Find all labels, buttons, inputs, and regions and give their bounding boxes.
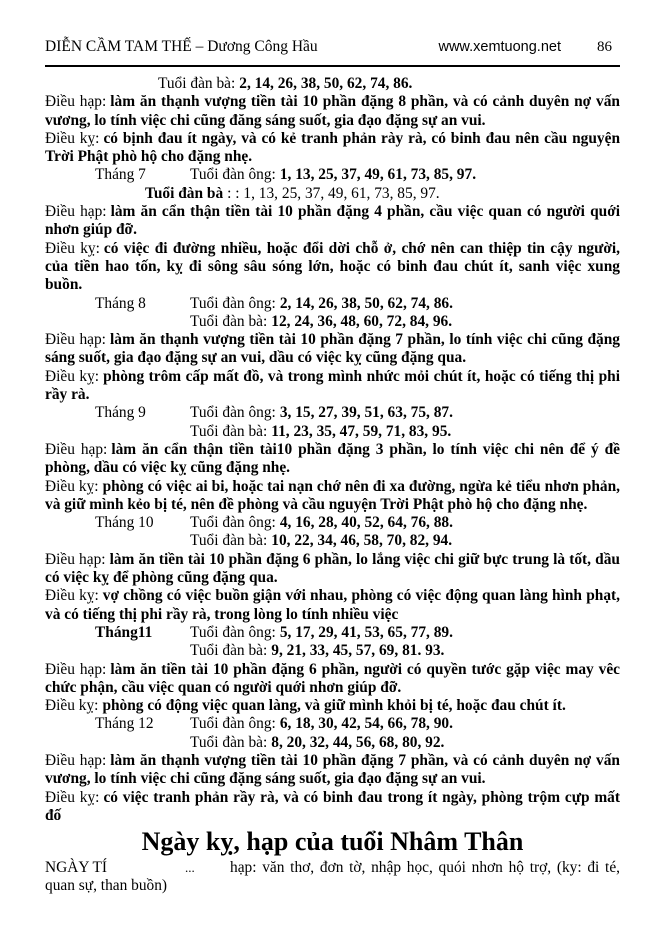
- ky-paragraph: [45, 478, 620, 515]
- ky-paragraph: [45, 697, 620, 715]
- men-ages-label: Tuổi đàn ông:: [190, 294, 276, 312]
- hap-text: làm ăn cẩn thận tiền tài10 phần đặng 3 phần, lo tính việc chi nên để ý đề phòng, dầu có việc kỵ cũng đặng nhẹ.: [45, 440, 621, 477]
- women-ages-row: [45, 185, 620, 203]
- men-ages-label: Tuổi đàn ông:: [190, 514, 276, 532]
- ky-paragraph: [45, 587, 620, 624]
- month-block: [45, 715, 620, 825]
- ky-text: có việc tranh phản rầy rà, và có binh đau trong ít ngày, phòng trộm cựp mất đố: [45, 788, 620, 824]
- month-header-row: [45, 514, 620, 532]
- women-ages-numbers: 9, 21, 33, 45, 57, 69, 81. 93.: [271, 642, 445, 660]
- hap-label: Điều hạp:: [45, 203, 107, 221]
- hap-paragraph: [45, 551, 620, 588]
- women-ages-row: [45, 313, 620, 331]
- day-name: NGÀY TÍ: [45, 859, 107, 877]
- hap-text: làm ăn tiền tài 10 phần đặng 6 phần, lo lắng việc chi giữ bực trung là tốt, dầu có việc kỵ để phòng cũng đặng qua.: [45, 550, 620, 587]
- ky-text: có bịnh đau ít ngày, và có kẻ tranh phản rày rà, có binh đau nên cầu nguyện Trời Phật phò hộ cho đặng nhẹ.: [45, 129, 621, 166]
- women-ages-label: Tuổi đàn bà:: [190, 733, 268, 751]
- month-name: Tháng 8: [95, 294, 146, 312]
- month-header-row: [45, 166, 620, 184]
- hap-text: làm ăn thạnh vượng tiền tài 10 phần đặng 7 phần, lo tính việc chi cũng đặng sáng suốt, gia đạo đặng sự an vui, dầu có việc kỵ cũng đặng qua.: [45, 331, 621, 367]
- men-ages-label: Tuổi đàn ông:: [190, 166, 276, 184]
- hap-paragraph: [45, 203, 620, 240]
- women-ages-row: [45, 734, 620, 752]
- day-entry-row: [45, 859, 620, 896]
- month-header-row: [45, 624, 620, 642]
- women-ages-numbers: 11, 23, 35, 47, 59, 71, 83, 95.: [271, 422, 452, 440]
- men-ages-numbers: 2, 14, 26, 38, 50, 62, 74, 86.: [279, 294, 453, 312]
- month-block: [45, 404, 620, 514]
- ky-text: vợ chồng có việc buồn giận với nhau, phòng có việc động quan làng hình phạt, và có tiếng thị phi rầy rà, trong lòng lo tính nhiều việc: [45, 587, 620, 623]
- hap-text: làm ăn thạnh vượng tiền tài 10 phần đặng 8 phần, và có cảnh duyên nợ vấn vương, lo tính việc chi cũng đăng sáng suốt, gia đạo đặng sự an vui.: [45, 93, 620, 129]
- men-ages-label: Tuổi đàn ông:: [190, 404, 276, 422]
- hap-paragraph: [45, 661, 620, 698]
- ky-label: Điều kỵ:: [45, 239, 100, 257]
- website-url: www.xemtuong.net: [438, 39, 561, 55]
- women-ages-label: Tuổi đàn bà:: [158, 75, 236, 92]
- hap-label: Điều hạp:: [45, 660, 107, 678]
- ky-label: Điều kỵ:: [45, 697, 99, 715]
- intro-women-ages-row: [45, 75, 620, 93]
- ky-text: có việc đi đường nhiều, hoặc đổi dời chỗ ở, chớ nên can thiệp tin cậy người, của tiền hao tốn, kỵ đi sông sâu sóng lớn, hoặc có binh đau chút ít, sanh việc xung buồn.: [45, 239, 620, 294]
- month-name: Tháng 7: [95, 166, 146, 184]
- women-ages-label: Tuổi đàn bà:: [190, 312, 268, 330]
- ky-text: phòng có việc ai bi, hoặc tai nạn chớ nên đi xa đường, ngừa kẻ tiểu nhơn phản, và giữ mình kẻo bị té, nên đề phòng và cầu nguyện Trời Phật phò hộ cho đặng nhẹ.: [45, 477, 620, 513]
- men-ages-label: Tuổi đàn ông:: [190, 715, 276, 733]
- men-ages-numbers: 3, 15, 27, 39, 51, 63, 75, 87.: [279, 404, 453, 422]
- section-heading: Ngày kỵ, hạp của tuổi Nhâm Thân: [141, 827, 524, 857]
- hap-label: Điều hạp:: [45, 331, 106, 349]
- hap-paragraph: [45, 441, 620, 478]
- women-ages-numbers: 2, 14, 26, 38, 50, 62, 74, 86.: [239, 75, 413, 92]
- ellipsis-dots: ...: [185, 860, 195, 876]
- women-ages-row: [45, 423, 620, 441]
- men-ages-label: Tuổi đàn ông:: [190, 623, 276, 641]
- month-block: [45, 295, 620, 405]
- month-name: Tháng 9: [95, 404, 146, 422]
- month-block: [45, 514, 620, 624]
- women-ages-label: Tuổi đàn bà:: [190, 642, 268, 660]
- ky-paragraph: [45, 240, 620, 295]
- men-ages-numbers: 1, 13, 25, 37, 49, 61, 73, 85, 97.: [279, 166, 477, 184]
- women-ages-label: Tuổi đàn bà:: [190, 422, 268, 440]
- hap-paragraph: [45, 331, 620, 368]
- women-ages-numbers: 10, 22, 34, 46, 58, 70, 82, 94.: [271, 532, 453, 550]
- women-ages-numbers: 8, 20, 32, 44, 56, 68, 80, 92.: [271, 733, 445, 751]
- women-ages-numbers: : : 1, 13, 25, 37, 49, 61, 73, 85, 97.: [227, 184, 440, 202]
- hap-text: làm ăn tiền tài 10 phần đặng 6 phần, người có quyền tước gặp việc may vêc chức phận, cầu việc quan có người quới nhơn giúp đỡ.: [45, 660, 621, 696]
- women-ages-row: [45, 642, 620, 660]
- ky-label: Điều kỵ:: [45, 129, 100, 147]
- hap-paragraph: [45, 752, 620, 789]
- hap-label: Điều hạp:: [45, 550, 106, 568]
- women-ages-label: Tuổi đàn bà:: [190, 532, 268, 550]
- hap-text: làm ăn cẩn thận tiền tài 10 phần đặng 4 phần, cầu việc quan có người quới nhơn giúp đỡ.: [45, 203, 621, 239]
- page-body: [45, 67, 620, 896]
- ky-label: Điều kỵ:: [45, 587, 99, 605]
- men-ages-numbers: 5, 17, 29, 41, 53, 65, 77, 89.: [279, 623, 453, 641]
- book-title: DIỄN CẦM TAM THẾ – Dương Công Hầu: [45, 38, 318, 55]
- women-ages-row: [45, 532, 620, 550]
- month-block: [45, 624, 620, 715]
- hap-label: Điều hạp:: [45, 440, 108, 458]
- ky-label: Điều kỵ:: [45, 367, 100, 385]
- page-header: [45, 0, 620, 67]
- ky-label: Điều kỵ:: [45, 788, 100, 806]
- month-name: Tháng 12: [95, 715, 154, 733]
- hap-label: Điều hạp:: [45, 751, 107, 769]
- day-entry-text: hạp: văn thơ, đơn tờ, nhập học, quói nhơn hộ trợ, (ky: đi té, quan sự, than buồn): [45, 859, 620, 895]
- women-ages-numbers: 12, 24, 36, 48, 60, 72, 84, 96.: [271, 312, 453, 330]
- month-header-row: [45, 404, 620, 422]
- month-header-row: [45, 295, 620, 313]
- men-ages-numbers: 4, 16, 28, 40, 52, 64, 76, 88.: [279, 514, 453, 532]
- intro-hap-paragraph: [45, 93, 620, 130]
- intro-ky-paragraph: [45, 130, 620, 167]
- month-block: [45, 166, 620, 294]
- ky-paragraph: [45, 368, 620, 405]
- ky-paragraph: [45, 789, 620, 826]
- month-name: Tháng 10: [95, 514, 154, 532]
- months-container: [45, 166, 620, 825]
- page-number: 86: [597, 39, 612, 55]
- women-ages-label: Tuổi đàn bà: [145, 184, 224, 202]
- ky-label: Điều kỵ:: [45, 477, 99, 495]
- hap-label: Điều hạp:: [45, 93, 107, 111]
- ky-text: phòng có động việc quan làng, và giữ mình khỏi bị té, hoặc đau chút ít.: [102, 697, 566, 715]
- men-ages-numbers: 6, 18, 30, 42, 54, 66, 78, 90.: [279, 715, 453, 733]
- hap-text: làm ăn thạnh vượng tiền tài 10 phần đặng 7 phần, và có cảnh duyên nợ vấn vương, lo tính việc chi cũng đặng sáng suốt, gia đạo đặng sự an vui.: [45, 751, 620, 788]
- month-header-row: [45, 715, 620, 733]
- month-name: Tháng11: [95, 623, 153, 641]
- ky-text: phòng trôm cấp mất đồ, và trong mình nhức mỏi chút ít, hoặc có tiếng thị phi rầy rà.: [45, 367, 620, 404]
